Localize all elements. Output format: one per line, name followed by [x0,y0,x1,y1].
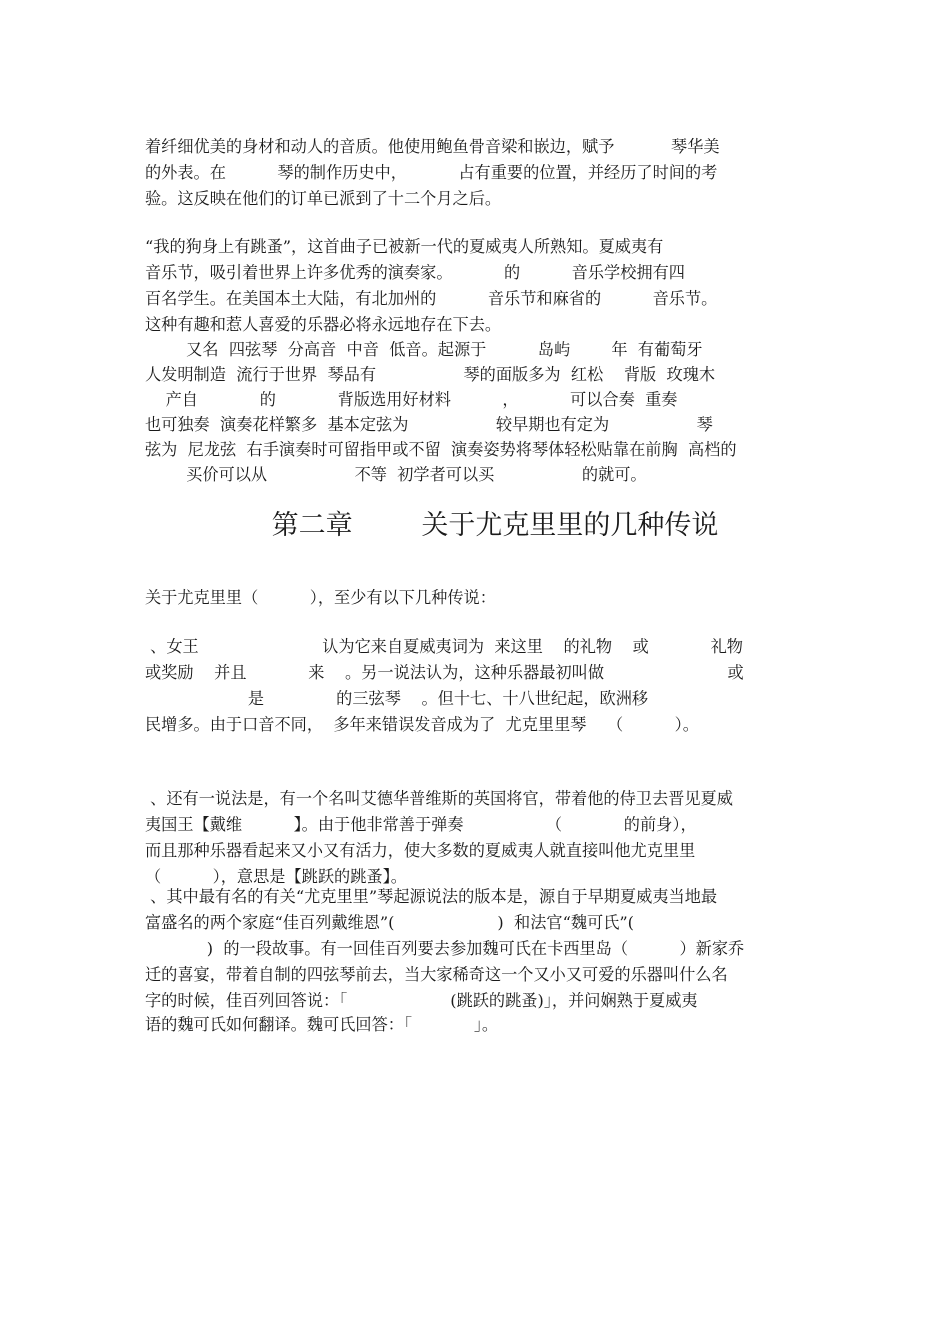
paragraph-3-line-5: 弦为 尼龙弦 右手演奏时可留指甲或不留 演奏姿势将琴体轻松贴靠在前胸 高档的 [145,440,737,459]
legend-2-line-4: （ ），意思是【跳跃的跳蚤】。 [145,867,407,886]
paragraph-3-line-6: 买价可以从 不等 初学者可以买 的就可。 [145,465,647,484]
legend-3-line-1: 、其中最有名的有关“尤克里里”琴起源说法的版本是，源自于早期夏威夷当地最 [145,887,718,906]
legend-1-line-1: 、女王 认为它来自夏威夷词为 来这里 的礼物 或 礼物 [145,637,743,656]
legend-3-line-3: ) 的一段故事。有一回佳百列要去参加魏可氏在卡西里岛（ ）新家乔 [145,939,745,958]
legend-2-line-2: 夷国王【戴维 】。由于他非常善于弹奏 （ 的前身）， [145,815,697,834]
legend-3-line-6: 语的魏可氏如何翻译。魏可氏回答：「 」。 [145,1015,499,1034]
legend-2-line-3: 而且那种乐器看起来又小又有活力，使大多数的夏威夷人就直接叫他尤克里里 [145,841,696,860]
paragraph-1-line-2: 的外表。在 琴的制作历史中， 占有重要的位置，并经历了时间的考 [145,163,718,182]
paragraph-3-line-3: 产自 的 背版选用好材料 ， 可以合奏 重奏 [145,390,678,409]
paragraph-3-line-1: 又名 四弦琴 分高音 中音 低音。起源于 岛屿 年 有葡萄牙 [145,340,703,359]
paragraph-2-line-2: 音乐节，吸引着世界上许多优秀的演奏家。 的 音乐学校拥有四 [145,263,685,282]
paragraph-1-line-1: 着纤细优美的身材和动人的音质。他使用鲍鱼骨音梁和嵌边，赋予 琴华美 [145,137,720,156]
paragraph-2-line-1: “我的狗身上有跳蚤”，这首曲子已被新一代的夏威夷人所熟知。夏威夷有 [145,237,664,256]
paragraph-2-line-4: 这种有趣和惹人喜爱的乐器必将永远地存在下去。 [145,315,502,334]
legend-1-line-3: 是 的三弦琴 。但十七、十八世纪起，欧洲移 [145,689,649,708]
paragraph-3-line-4: 也可独奏 演奏花样繁多 基本定弦为 较早期也有定为 琴 [145,415,713,434]
intro-line: 关于尤克里里（ ），至少有以下几种传说： [145,588,496,607]
paragraph-3-line-2: 人发明制造 流行于世界 琴品有 琴的面版多为 红松 背版 玫瑰木 [145,365,716,384]
legend-2-line-1: 、还有一说法是，有一个名叫艾德华普维斯的英国将官，带着他的侍卫去晋见夏威 [145,789,733,808]
legend-1-line-4: 民增多。由于口音不同， 多年来错误发音成为了 尤克里里琴 （ ）。 [145,715,699,734]
legend-3-line-4: 迁的喜宴，带着自制的四弦琴前去，当大家稀奇这一个又小又可爱的乐器叫什么名 [145,965,728,984]
legend-1-line-2: 或奖励 并且 来 。另一说法认为，这种乐器最初叫做 或 [145,663,744,682]
legend-3-line-2: 富盛名的两个家庭“佳百列戴维恩”( ) 和法官“魏可氏”( [145,913,634,932]
legend-3-line-5: 字的时候，佳百列回答说：「 (跳跃的跳蚤)」，并问娴熟于夏威夷 [145,991,698,1010]
paragraph-2-line-3: 百名学生。在美国本土大陆，有北加州的 音乐节和麻省的 音乐节。 [145,289,718,308]
paragraph-1-line-3: 验。这反映在他们的订单已派到了十二个月之后。 [145,189,502,208]
chapter-title: 第二章 关于尤克里里的几种传说 [271,510,719,541]
